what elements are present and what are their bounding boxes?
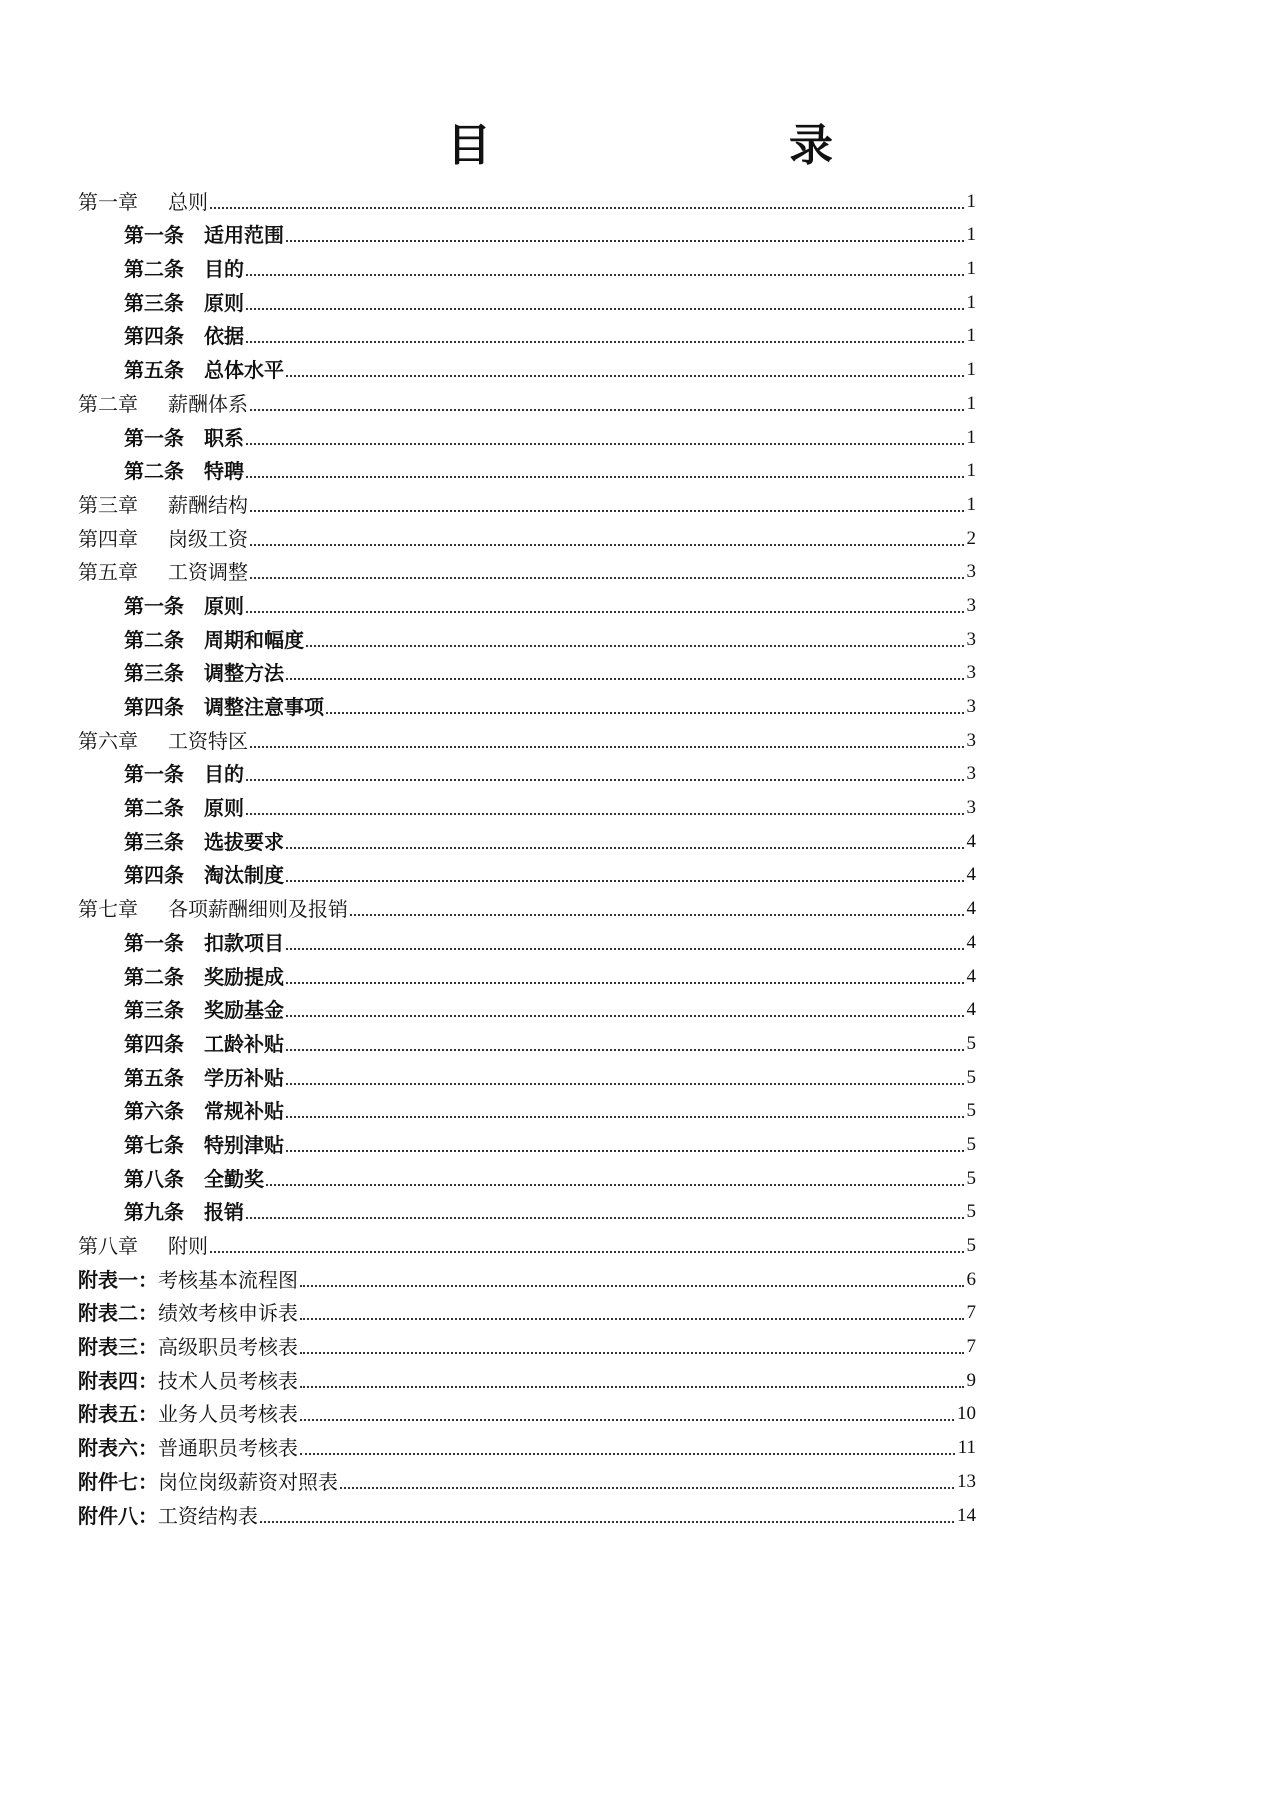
toc-entry-page-number: 3 xyxy=(966,763,976,785)
toc-entry-label xyxy=(124,760,244,788)
toc-entry-number: 附表四： xyxy=(78,1368,158,1393)
toc-entry-label xyxy=(78,1367,298,1395)
toc-entry-label xyxy=(78,188,208,216)
toc-entry-title: 各项薪酬细则及报销 xyxy=(168,897,348,922)
toc-entry-title: 全勤奖 xyxy=(204,1166,264,1191)
toc-entry-page-number: 7 xyxy=(966,1336,976,1358)
dot-leader xyxy=(286,1049,964,1051)
toc-entry-number: 第一章 xyxy=(78,189,138,214)
toc-entry-label xyxy=(78,1502,258,1530)
toc-entry-label xyxy=(78,525,248,553)
toc-entry-article[interactable] xyxy=(78,654,976,688)
dot-leader xyxy=(300,1386,964,1388)
toc-entry-page-number: 4 xyxy=(966,864,976,886)
toc-entry-title: 目的 xyxy=(204,257,244,282)
dot-leader xyxy=(350,914,964,916)
toc-entry-article[interactable] xyxy=(78,1125,976,1159)
toc-entry-number: 第七章 xyxy=(78,897,138,922)
toc-entry-label xyxy=(124,1165,264,1193)
toc-entry-title: 工龄补贴 xyxy=(204,1031,284,1056)
dot-leader xyxy=(246,813,964,815)
page-title: 目 录 xyxy=(447,120,903,171)
toc-entry-title: 工资结构表 xyxy=(158,1503,258,1528)
toc-entry-label xyxy=(78,1232,208,1260)
toc-entry-title: 调整注意事项 xyxy=(204,695,324,719)
dot-leader xyxy=(246,443,964,445)
toc-entry-label xyxy=(78,1299,298,1327)
toc-entry-page-number: 9 xyxy=(966,1369,976,1391)
toc-entry-number: 附表五： xyxy=(78,1402,158,1427)
toc-entry-title: 选拔要求 xyxy=(204,829,284,854)
toc-entry-number: 第一条 xyxy=(124,930,184,955)
toc-entry-page-number: 4 xyxy=(966,898,976,920)
toc-entry-page-number: 3 xyxy=(966,628,976,650)
toc-entry-number: 附件七： xyxy=(78,1469,158,1494)
toc-entry-title: 常规补贴 xyxy=(204,1099,284,1124)
toc-entry-number: 第二条 xyxy=(124,964,184,989)
toc-entry-label xyxy=(124,457,244,485)
toc-entry-article[interactable] xyxy=(78,249,976,283)
toc-entry-number: 第一条 xyxy=(124,425,184,450)
toc-entry-title: 薪酬结构 xyxy=(168,492,248,517)
toc-entry-label xyxy=(124,424,244,452)
toc-entry-page-number: 10 xyxy=(957,1403,976,1425)
dot-leader xyxy=(250,577,964,579)
toc-entry-article[interactable] xyxy=(78,957,976,991)
toc-entry-chapter[interactable] xyxy=(78,889,976,923)
toc-entry-label xyxy=(124,693,324,721)
toc-entry-page-number: 5 xyxy=(966,1100,976,1122)
dot-leader xyxy=(286,375,964,377)
dot-leader xyxy=(300,1419,954,1421)
toc-entry-appendix[interactable] xyxy=(78,1260,976,1294)
toc-entry-article[interactable] xyxy=(78,586,976,620)
dot-leader xyxy=(286,1150,964,1152)
toc-entry-title: 特聘 xyxy=(204,459,244,484)
dot-leader xyxy=(260,1521,954,1523)
toc-entry-page-number: 3 xyxy=(966,561,976,583)
toc-entry-title: 工资调整 xyxy=(168,560,248,585)
toc-entry-number: 第三章 xyxy=(78,492,138,517)
dot-leader xyxy=(286,847,964,849)
toc-entry-number: 第五章 xyxy=(78,560,138,585)
toc-entry-article[interactable] xyxy=(78,1092,976,1126)
toc-entry-title: 工资特区 xyxy=(168,728,248,753)
toc-entry-label xyxy=(78,727,248,755)
dot-leader xyxy=(210,207,964,209)
toc-entry-page-number: 1 xyxy=(966,426,976,448)
toc-entry-chapter[interactable] xyxy=(78,1226,976,1260)
toc-entry-label xyxy=(124,255,244,283)
dot-leader xyxy=(266,1184,964,1186)
toc-entry-title: 调整方法 xyxy=(204,661,284,686)
toc-entry-label xyxy=(124,1198,244,1226)
toc-entry-title: 周期和幅度 xyxy=(204,627,304,652)
toc-entry-page-number: 1 xyxy=(966,392,976,414)
toc-entry-title: 原则 xyxy=(204,796,244,821)
toc-entry-label xyxy=(124,626,304,654)
toc-entry-number: 第二条 xyxy=(124,627,184,652)
toc-entry-page-number: 13 xyxy=(957,1470,976,1492)
toc-entry-number: 第六条 xyxy=(124,1099,184,1124)
toc-entry-page-number: 5 xyxy=(966,1167,976,1189)
toc-entry-number: 第四条 xyxy=(124,1031,184,1056)
toc-entry-page-number: 4 xyxy=(966,830,976,852)
toc-entry-number: 第五条 xyxy=(124,358,184,383)
toc-entry-article[interactable] xyxy=(78,317,976,351)
toc-entry-number: 第四条 xyxy=(124,695,184,719)
toc-entry-label xyxy=(124,861,284,889)
toc-entry-title: 特别津贴 xyxy=(204,1132,284,1157)
toc-entry-title: 技术人员考核表 xyxy=(158,1368,298,1393)
toc-entry-number: 附表六： xyxy=(78,1436,158,1461)
toc-entry-page-number: 4 xyxy=(966,999,976,1021)
toc-entry-title: 报销 xyxy=(204,1200,244,1225)
toc-entry-number: 附件八： xyxy=(78,1503,158,1528)
toc-entry-number: 第四条 xyxy=(124,324,184,349)
toc-entry-title: 扣款项目 xyxy=(204,930,284,955)
toc-entry-article[interactable] xyxy=(78,283,976,317)
toc-entry-title: 学历补贴 xyxy=(204,1065,284,1090)
toc-entry-label xyxy=(124,659,284,687)
toc-entry-number: 第四条 xyxy=(124,863,184,888)
toc-entry-label xyxy=(124,221,284,249)
toc-entry-label xyxy=(78,491,248,519)
toc-entry-appendix[interactable] xyxy=(78,1361,976,1395)
toc-entry-number: 第三条 xyxy=(124,829,184,854)
toc-entry-title: 总则 xyxy=(168,189,208,214)
toc-entry-appendix[interactable] xyxy=(78,1428,976,1462)
toc-entry-article[interactable] xyxy=(78,687,976,721)
dot-leader xyxy=(326,712,964,714)
toc-entry-label xyxy=(78,1400,298,1428)
toc-entry-article[interactable] xyxy=(78,788,976,822)
toc-entry-article[interactable] xyxy=(78,620,976,654)
toc-entry-number: 第五条 xyxy=(124,1065,184,1090)
toc-entry-number: 第八章 xyxy=(78,1234,138,1258)
toc-entry-number: 第三条 xyxy=(124,661,184,686)
dot-leader xyxy=(300,1285,964,1287)
toc-entry-page-number: 6 xyxy=(966,1268,976,1290)
toc-entry-page-number: 1 xyxy=(966,291,976,313)
toc-entry-number: 第八条 xyxy=(124,1166,184,1191)
toc-entry-label xyxy=(78,1468,338,1496)
toc-entry-page-number: 1 xyxy=(966,258,976,280)
dot-leader xyxy=(246,341,964,343)
toc-entry-title: 岗位岗级薪资对照表 xyxy=(158,1469,338,1494)
toc-entry-label xyxy=(124,322,244,350)
dot-leader xyxy=(210,1251,964,1253)
toc-entry-page-number: 5 xyxy=(966,1235,976,1256)
toc-entry-number: 第三条 xyxy=(124,998,184,1023)
toc-entry-page-number: 5 xyxy=(966,1133,976,1155)
toc-entry-number: 第六章 xyxy=(78,728,138,753)
toc-entry-page-number: 4 xyxy=(966,931,976,953)
toc-entry-page-number: 3 xyxy=(966,594,976,616)
toc-entry-page-number: 1 xyxy=(966,224,976,246)
toc-entry-page-number: 3 xyxy=(966,797,976,819)
dot-leader xyxy=(286,948,964,950)
toc-entry-page-number: 5 xyxy=(966,1066,976,1088)
toc-entry-article[interactable] xyxy=(78,856,976,890)
toc-entry-title: 附则 xyxy=(168,1234,208,1258)
dot-leader xyxy=(250,746,964,748)
toc-entry-title: 原则 xyxy=(204,593,244,618)
toc-entry-page-number: 5 xyxy=(966,1032,976,1054)
toc-entry-number: 附表二： xyxy=(78,1301,158,1326)
toc-entry-label xyxy=(124,929,284,957)
toc-entry-title: 普通职员考核表 xyxy=(158,1436,298,1461)
toc-entry-number: 附表三： xyxy=(78,1335,158,1360)
toc-entry-label xyxy=(78,1266,298,1294)
toc-entry-label xyxy=(124,1097,284,1125)
toc-entry-title: 原则 xyxy=(204,290,244,315)
toc-entry-title: 职系 xyxy=(204,425,244,450)
dot-leader xyxy=(250,409,964,411)
toc-entry-article[interactable] xyxy=(78,991,976,1025)
toc-entry-article[interactable] xyxy=(78,418,976,452)
toc-entry-article[interactable] xyxy=(78,1024,976,1058)
toc-entry-page-number: 1 xyxy=(966,325,976,347)
toc-entry-title: 高级职员考核表 xyxy=(158,1335,298,1360)
toc-entry-label xyxy=(124,1131,284,1159)
toc-entry-chapter[interactable] xyxy=(78,384,976,418)
toc-entry-page-number: 3 xyxy=(966,729,976,751)
toc-entry-label xyxy=(124,592,244,620)
toc-entry-label xyxy=(78,390,248,418)
toc-entry-label xyxy=(78,895,348,923)
toc-entry-label xyxy=(124,356,284,384)
toc-entry-label xyxy=(124,794,244,822)
toc-entry-number: 第四章 xyxy=(78,526,138,551)
dot-leader xyxy=(306,645,964,647)
dot-leader xyxy=(286,240,964,242)
dot-leader xyxy=(286,1083,964,1085)
toc-entry-number: 第一条 xyxy=(124,593,184,618)
toc-entry-page-number: 1 xyxy=(966,493,976,515)
dot-leader xyxy=(300,1453,955,1455)
toc-entry-appendix[interactable] xyxy=(78,1462,976,1496)
toc-entry-page-number: 5 xyxy=(966,1201,976,1223)
toc-entry-title: 适用范围 xyxy=(204,223,284,248)
toc-entry-label xyxy=(78,558,248,586)
dot-leader xyxy=(300,1318,964,1320)
toc-entry-page-number: 2 xyxy=(966,527,976,549)
dot-leader xyxy=(246,274,964,276)
toc-entry-article[interactable] xyxy=(78,452,976,486)
dot-leader xyxy=(286,1116,964,1118)
toc-entry-title: 薪酬体系 xyxy=(168,391,248,416)
toc-entry-title: 总体水平 xyxy=(204,358,284,383)
dot-leader xyxy=(286,1015,964,1017)
toc-entry-number: 第二条 xyxy=(124,796,184,821)
toc-entry-label xyxy=(78,1333,298,1361)
toc-entry-title: 依据 xyxy=(204,324,244,349)
toc-entry-number: 第一条 xyxy=(124,762,184,787)
toc-entry-chapter[interactable] xyxy=(78,721,976,755)
toc-entry-number: 第二条 xyxy=(124,257,184,282)
toc-entry-chapter[interactable] xyxy=(78,182,976,216)
toc-entry-title: 绩效考核申诉表 xyxy=(158,1301,298,1326)
dot-leader xyxy=(286,880,964,882)
toc-entry-label xyxy=(78,1434,298,1462)
toc-entry-article[interactable] xyxy=(78,822,976,856)
toc-entry-number: 第二章 xyxy=(78,391,138,416)
dot-leader xyxy=(246,1217,964,1219)
toc-entry-title: 目的 xyxy=(204,762,244,787)
toc-entry-title: 淘汰制度 xyxy=(204,863,284,888)
toc-entry-title: 考核基本流程图 xyxy=(158,1267,298,1292)
toc-entry-article[interactable] xyxy=(78,1193,976,1227)
toc-entry-appendix[interactable] xyxy=(78,1327,976,1361)
toc-entry-title: 奖励基金 xyxy=(204,998,284,1023)
dot-leader xyxy=(250,544,964,546)
toc-entry-appendix[interactable] xyxy=(78,1395,976,1429)
toc-entry-number: 第七条 xyxy=(124,1132,184,1157)
toc-entry-chapter[interactable] xyxy=(78,553,976,587)
toc-entry-number: 附表一： xyxy=(78,1267,158,1292)
toc-entry-article[interactable] xyxy=(78,1058,976,1092)
dot-leader xyxy=(300,1352,964,1354)
toc-entry-article[interactable] xyxy=(78,923,976,957)
toc-entry-page-number: 3 xyxy=(966,696,976,717)
toc-entry-title: 奖励提成 xyxy=(204,964,284,989)
dot-leader xyxy=(250,510,964,512)
toc-entry-number: 第九条 xyxy=(124,1200,184,1225)
toc-entry-page-number: 1 xyxy=(966,190,976,212)
toc-entry-label xyxy=(124,828,284,856)
toc-entry-article[interactable] xyxy=(78,1159,976,1193)
toc-entry-article[interactable] xyxy=(78,216,976,250)
toc-entry-page-number: 4 xyxy=(966,965,976,987)
toc-entry-title: 岗级工资 xyxy=(168,526,248,551)
toc-entry-page-number: 11 xyxy=(957,1437,976,1459)
toc-entry-chapter[interactable] xyxy=(78,485,976,519)
toc-entry-label xyxy=(124,963,284,991)
toc-entry-chapter[interactable] xyxy=(78,519,976,553)
toc-entry-page-number: 1 xyxy=(966,460,976,482)
toc-entry-label xyxy=(124,1064,284,1092)
dot-leader xyxy=(340,1487,954,1489)
toc-entry-article[interactable] xyxy=(78,350,976,384)
toc-entry-page-number: 14 xyxy=(957,1504,976,1526)
dot-leader xyxy=(286,678,964,680)
toc-entry-number: 第二条 xyxy=(124,459,184,484)
toc-entry-article[interactable] xyxy=(78,755,976,789)
toc-entry-page-number: 1 xyxy=(966,359,976,381)
toc-entry-page-number: 7 xyxy=(966,1302,976,1324)
table-of-contents xyxy=(78,182,976,1530)
dot-leader xyxy=(286,982,964,984)
toc-entry-label xyxy=(124,289,244,317)
toc-entry-label xyxy=(124,996,284,1024)
toc-entry-number: 第三条 xyxy=(124,290,184,315)
dot-leader xyxy=(246,779,964,781)
toc-entry-label xyxy=(124,1030,284,1058)
dot-leader xyxy=(246,308,964,310)
toc-entry-title: 业务人员考核表 xyxy=(158,1402,298,1427)
toc-entry-number: 第一条 xyxy=(124,223,184,248)
toc-entry-page-number: 3 xyxy=(966,662,976,684)
dot-leader xyxy=(246,476,964,478)
dot-leader xyxy=(246,611,964,613)
toc-entry-appendix[interactable] xyxy=(78,1496,976,1530)
toc-entry-appendix[interactable] xyxy=(78,1294,976,1328)
